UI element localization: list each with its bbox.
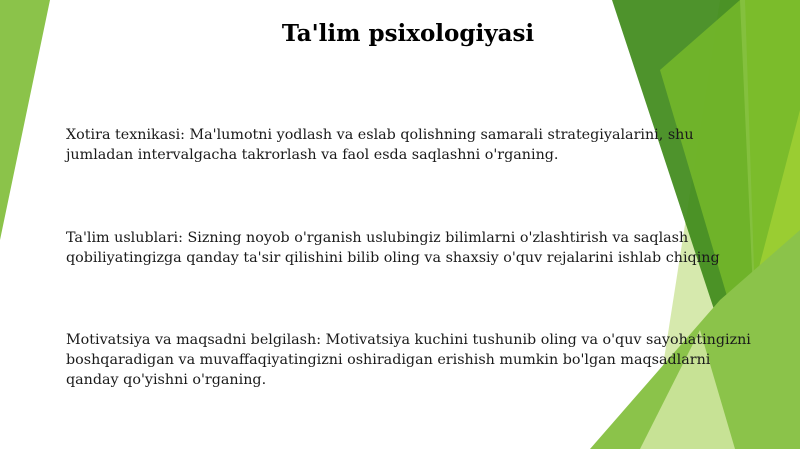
paragraph-memory-techniques: Xotira texnikasi: Ma'lumotni yodlash va eslab qolishning samarali strategiyalarini, shu jumladan intervalgacha takrorlash va faol esda saqlashni o'rganing. [66, 127, 694, 163]
slide-title: Ta'lim psixologiyasi [281, 20, 535, 47]
paragraph-motivation-goals: Motivatsiya va maqsadni belgilash: Motivatsiya kuchini tushunib oling va o'quv sayohatingizni boshqaradigan va muvaffaqiyatingizni oshiradigan erishish mumkin bo'lgan maqsadlarni qanday qo'yishni o'rganing. [66, 332, 751, 388]
paragraph-learning-styles: Ta'lim uslublari: Sizning noyob o'rganish uslubingiz bilimlarni o'zlashtirish va saqlash qobiliyatingizga qanday ta'sir qilishini bilib oling va shaxsiy o'quv rejalarini ishlab chiqing [66, 230, 720, 266]
